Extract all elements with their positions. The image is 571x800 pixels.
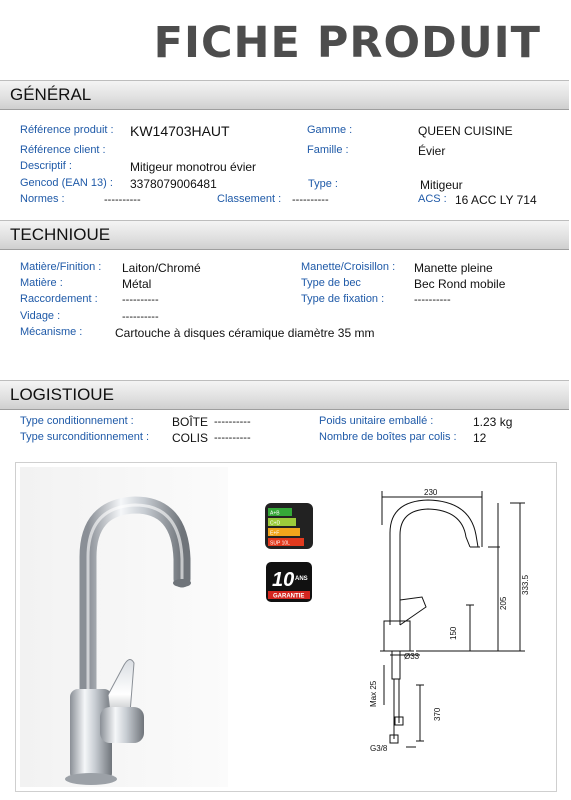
reference-label: Référence produit : bbox=[20, 124, 114, 136]
gamme-value: QUEEN CUISINE bbox=[418, 124, 513, 138]
guarantee-word: GARANTIE bbox=[273, 593, 305, 600]
matiere-label: Matière : bbox=[20, 277, 63, 289]
matiere-finition-label: Matière/Finition : bbox=[20, 261, 102, 273]
acs-label: ACS : bbox=[418, 193, 447, 205]
energy-line: SUP 10L bbox=[270, 540, 290, 547]
section-header-general bbox=[0, 80, 569, 110]
mecanisme-label: Mécanisme : bbox=[20, 326, 83, 338]
dim-spout-height: 205 bbox=[499, 596, 508, 610]
guarantee-badge-icon bbox=[266, 562, 312, 602]
energy-line: E+F bbox=[270, 530, 280, 537]
type-conditionnement-dash: ---------- bbox=[214, 416, 251, 428]
page-title: FICHE PRODUIT bbox=[153, 18, 541, 68]
famille-label: Famille : bbox=[307, 144, 349, 156]
classement-value: ---------- bbox=[292, 194, 329, 206]
section-header-logistique bbox=[0, 380, 569, 410]
raccordement-value: ---------- bbox=[122, 294, 159, 306]
vidage-value: ---------- bbox=[122, 311, 159, 323]
dim-diameter: Ø33 bbox=[404, 652, 420, 661]
type-conditionnement-value: BOÎTE bbox=[172, 415, 209, 429]
gencod-label: Gencod (EAN 13) : bbox=[20, 177, 113, 189]
faucet-photo-icon bbox=[20, 467, 228, 787]
gencod-value: 3378079006481 bbox=[130, 177, 217, 191]
nombre-value: 12 bbox=[473, 431, 487, 445]
type-surconditionnement-dash: ---------- bbox=[214, 432, 251, 444]
fixation-value: ---------- bbox=[414, 294, 451, 306]
energy-line: C+D bbox=[270, 520, 281, 527]
nombre-label: Nombre de boîtes par colis : bbox=[319, 431, 457, 443]
dim-hose: 370 bbox=[433, 707, 442, 721]
technical-drawing bbox=[360, 485, 540, 755]
descriptif-value: Mitigeur monotrou évier bbox=[130, 160, 257, 174]
manette-value: Manette pleine bbox=[414, 261, 493, 275]
energy-line: A+B bbox=[270, 510, 280, 517]
section-title: LOGISTIOUE bbox=[10, 385, 114, 404]
type-conditionnement-label: Type conditionnement : bbox=[20, 415, 134, 427]
reference-client-label: Référence client : bbox=[20, 144, 106, 156]
type-bec-label: Type de bec bbox=[301, 277, 361, 289]
section-header-technique bbox=[0, 220, 569, 250]
dim-total-height: 333.5 bbox=[521, 574, 530, 595]
classement-label: Classement : bbox=[217, 193, 282, 205]
matiere-value: Métal bbox=[122, 277, 152, 291]
manette-label: Manette/Croisillon : bbox=[301, 261, 396, 273]
gamme-label: Gamme : bbox=[307, 124, 353, 136]
type-surconditionnement-label: Type surconditionnement : bbox=[20, 431, 150, 443]
section-title: GÉNÉRAL bbox=[10, 85, 92, 104]
energy-label-icon bbox=[265, 503, 313, 549]
reference-value: KW14703HAUT bbox=[130, 123, 230, 139]
section-title: TECHNIOUE bbox=[10, 225, 111, 244]
type-label: Type : bbox=[308, 178, 338, 190]
guarantee-unit: ANS bbox=[295, 576, 308, 582]
normes-label: Normes : bbox=[20, 193, 65, 205]
mecanisme-value: Cartouche à disques céramique diamètre 35 mm bbox=[115, 326, 375, 340]
type-bec-value: Bec Rond mobile bbox=[414, 277, 506, 291]
type-surconditionnement-value: COLIS bbox=[172, 431, 209, 445]
dim-width: 230 bbox=[424, 488, 438, 497]
poids-value: 1.23 kg bbox=[473, 415, 513, 429]
fixation-label: Type de fixation : bbox=[301, 293, 385, 305]
dim-thread: G3/8 bbox=[370, 744, 388, 753]
raccordement-label: Raccordement : bbox=[20, 293, 98, 305]
poids-label: Poids unitaire emballé : bbox=[319, 415, 434, 427]
descriptif-label: Descriptif : bbox=[20, 160, 72, 172]
vidage-label: Vidage : bbox=[20, 310, 61, 322]
normes-value: ---------- bbox=[104, 194, 141, 206]
dim-body-height: 150 bbox=[449, 626, 458, 640]
type-value: Mitigeur bbox=[420, 178, 463, 192]
matiere-finition-value: Laiton/Chromé bbox=[122, 261, 201, 275]
acs-value: 16 ACC LY 714 bbox=[455, 193, 537, 207]
famille-value: Évier bbox=[418, 144, 446, 158]
product-photo bbox=[20, 467, 228, 787]
dim-max: Max 25 bbox=[369, 680, 378, 707]
guarantee-number: 10 bbox=[272, 569, 295, 591]
